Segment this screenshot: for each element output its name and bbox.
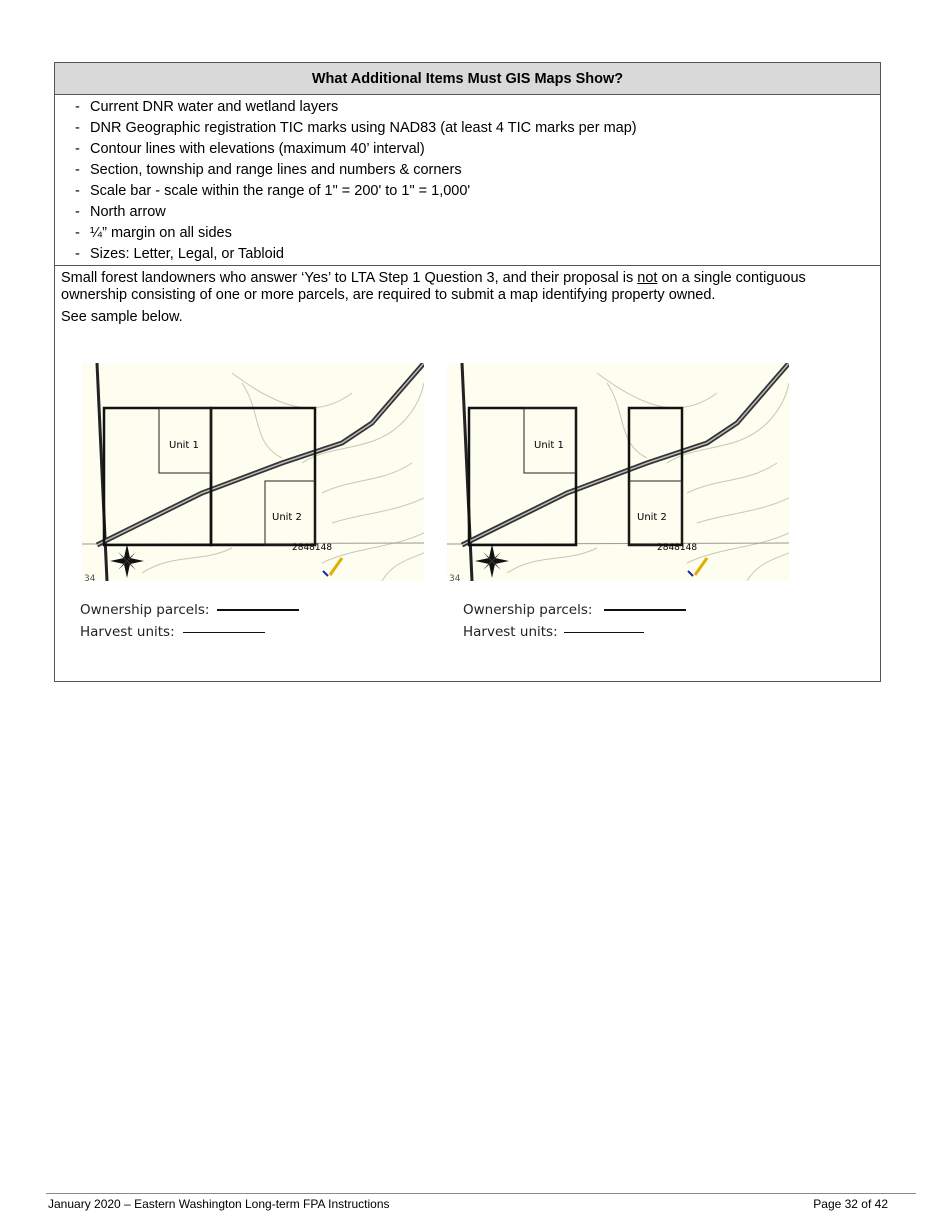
dash-marker: - <box>75 141 80 157</box>
section-divider <box>55 265 880 266</box>
list-item: - Scale bar - scale within the range of 1" = 200' to 1" = 1,000' <box>75 181 880 202</box>
dash-marker: - <box>75 204 80 220</box>
section-number: 34 <box>84 574 96 581</box>
unit-1-label: Unit 1 <box>169 440 199 451</box>
unit-2-label: Unit 2 <box>272 512 302 523</box>
gis-requirements-box <box>54 62 881 682</box>
list-item: - DNR Geographic registration TIC marks using NAD83 (at least 4 TIC marks per map) <box>75 118 880 139</box>
section-number: 34 <box>449 574 461 581</box>
requirements-list <box>55 95 880 265</box>
list-item: - Section, township and range lines and numbers & corners <box>75 160 880 181</box>
see-sample-text: See sample below. <box>61 309 183 325</box>
instructions-paragraph: Small forest landowners who answer ‘Yes’ to LTA Step 1 Question 3, and their proposal is not on a single contiguous ownership consisting of one or more parcels, are required to submit a map identifying property owned. <box>61 270 806 303</box>
map-2-legend: Ownership parcels: Harvest units: <box>463 599 686 643</box>
ownership-line-sample <box>217 609 299 611</box>
emphasis-not: not <box>637 270 658 286</box>
list-item: - Current DNR water and wetland layers <box>75 97 880 118</box>
unit-1-label: Unit 1 <box>534 440 564 451</box>
north-arrow-icon <box>110 544 144 578</box>
road-number: 2848148 <box>657 543 698 553</box>
list-item: - Sizes: Letter, Legal, or Tabloid <box>75 244 880 265</box>
footer-page-number: Page 32 of 42 <box>813 1197 888 1211</box>
sample-map-2 <box>447 363 789 581</box>
dash-marker: - <box>75 99 80 115</box>
list-item: - ¼” margin on all sides <box>75 223 880 244</box>
footer-document-title: January 2020 – Eastern Washington Long-term FPA Instructions <box>48 1197 390 1211</box>
dash-marker: - <box>75 183 80 199</box>
unit-2-label: Unit 2 <box>637 512 667 523</box>
map-1-legend: Ownership parcels: Harvest units: <box>80 599 299 643</box>
dash-marker: - <box>75 246 80 262</box>
sample-map-1 <box>82 363 424 581</box>
list-item: - Contour lines with elevations (maximum 40’ interval) <box>75 139 880 160</box>
dash-marker: - <box>75 120 80 136</box>
footer-divider <box>46 1193 916 1194</box>
north-arrow-icon <box>475 544 509 578</box>
dash-marker: - <box>75 162 80 178</box>
ownership-line-sample <box>604 609 686 611</box>
list-item: - North arrow <box>75 202 880 223</box>
box-header: What Additional Items Must GIS Maps Show? <box>55 63 880 95</box>
dash-marker: - <box>75 225 80 241</box>
harvest-line-sample <box>564 632 644 633</box>
harvest-line-sample <box>183 632 265 633</box>
road-number: 2848148 <box>292 543 333 553</box>
